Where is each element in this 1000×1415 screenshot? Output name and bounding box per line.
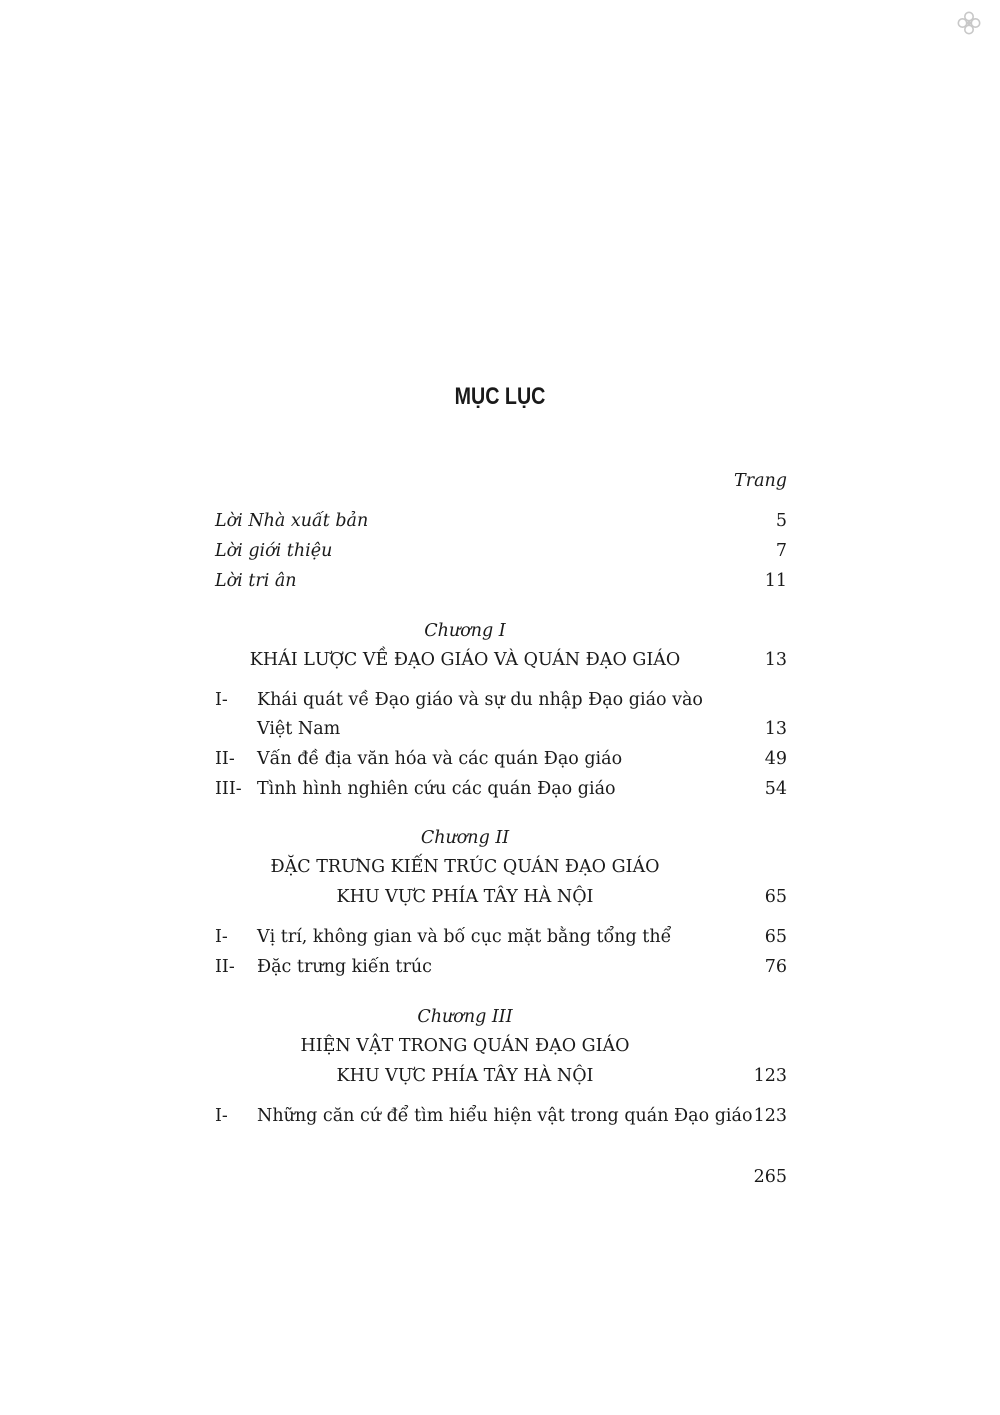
chapter-page: 123 xyxy=(753,1066,787,1086)
section-title-line: Tình hình nghiên cứu các quán Đạo giáo xyxy=(257,779,616,799)
section-number: I- xyxy=(215,927,228,947)
section-title-line: Việt Nam xyxy=(257,719,341,739)
toc-entry xyxy=(215,506,787,536)
section-number: I- xyxy=(215,690,228,710)
section-title-line: Những căn cứ để tìm hiểu hiện vật trong quán Đạo giáo xyxy=(257,1106,753,1126)
page-column-header: Trang xyxy=(734,471,787,491)
section-number: II- xyxy=(215,957,235,977)
toc-section xyxy=(215,922,787,952)
chapter-label: Chương III xyxy=(417,1007,513,1027)
page-number: 265 xyxy=(753,1167,787,1187)
chapter-title: KHU VỰC PHÍA TÂY HÀ NỘI xyxy=(336,1066,594,1086)
toc-entry-page: 11 xyxy=(764,571,787,591)
section-number: I- xyxy=(215,1106,228,1126)
section-page: 123 xyxy=(753,1106,787,1126)
toc-entry xyxy=(215,566,787,596)
section-title-line: Khái quát về Đạo giáo và sự du nhập Đạo giáo vào xyxy=(257,690,703,710)
toc-section xyxy=(215,952,787,982)
section-number: III- xyxy=(215,779,242,799)
page-title: MỤC LỤC xyxy=(454,383,546,410)
chapter-title: HIỆN VẬT TRONG QUÁN ĐẠO GIÁO xyxy=(300,1036,630,1056)
section-number: II- xyxy=(215,749,235,769)
section-page: 76 xyxy=(764,957,787,977)
chapter-title: ĐẶC TRƯNG KIẾN TRÚC QUÁN ĐẠO GIÁO xyxy=(270,857,660,877)
section-page: 49 xyxy=(764,749,787,769)
toc-section xyxy=(215,744,787,774)
section-title-line: Vấn đề địa văn hóa và các quán Đạo giáo xyxy=(257,749,623,769)
toc-section xyxy=(215,1101,787,1131)
section-page: 54 xyxy=(764,779,787,799)
toc-section xyxy=(215,774,787,804)
chapter-label: Chương I xyxy=(424,621,506,641)
toc-entry-title: Lời giới thiệu xyxy=(215,541,333,561)
chapter-label: Chương II xyxy=(420,828,510,848)
toc-entry-title: Lời Nhà xuất bản xyxy=(215,511,369,531)
section-page: 65 xyxy=(764,927,787,947)
section-title-line: Vị trí, không gian và bố cục mặt bằng tổng thể xyxy=(257,927,672,947)
toc-section xyxy=(215,685,787,715)
toc-entry xyxy=(215,536,787,566)
section-title-line: Đặc trưng kiến trúc xyxy=(257,957,432,977)
toc-entry-title: Lời tri ân xyxy=(215,571,297,591)
toc-section-continued xyxy=(215,714,787,744)
chapter-title: KHÁI LƯỢC VỀ ĐẠO GIÁO VÀ QUÁN ĐẠO GIÁO xyxy=(249,650,681,670)
section-page: 13 xyxy=(764,719,787,739)
chapter-page: 13 xyxy=(764,650,787,670)
chapter-title: KHU VỰC PHÍA TÂY HÀ NỘI xyxy=(336,887,594,907)
flower-icon xyxy=(956,10,982,36)
chapter-page: 65 xyxy=(764,887,787,907)
toc-entry-page: 5 xyxy=(775,511,787,531)
toc-entry-page: 7 xyxy=(775,541,787,561)
